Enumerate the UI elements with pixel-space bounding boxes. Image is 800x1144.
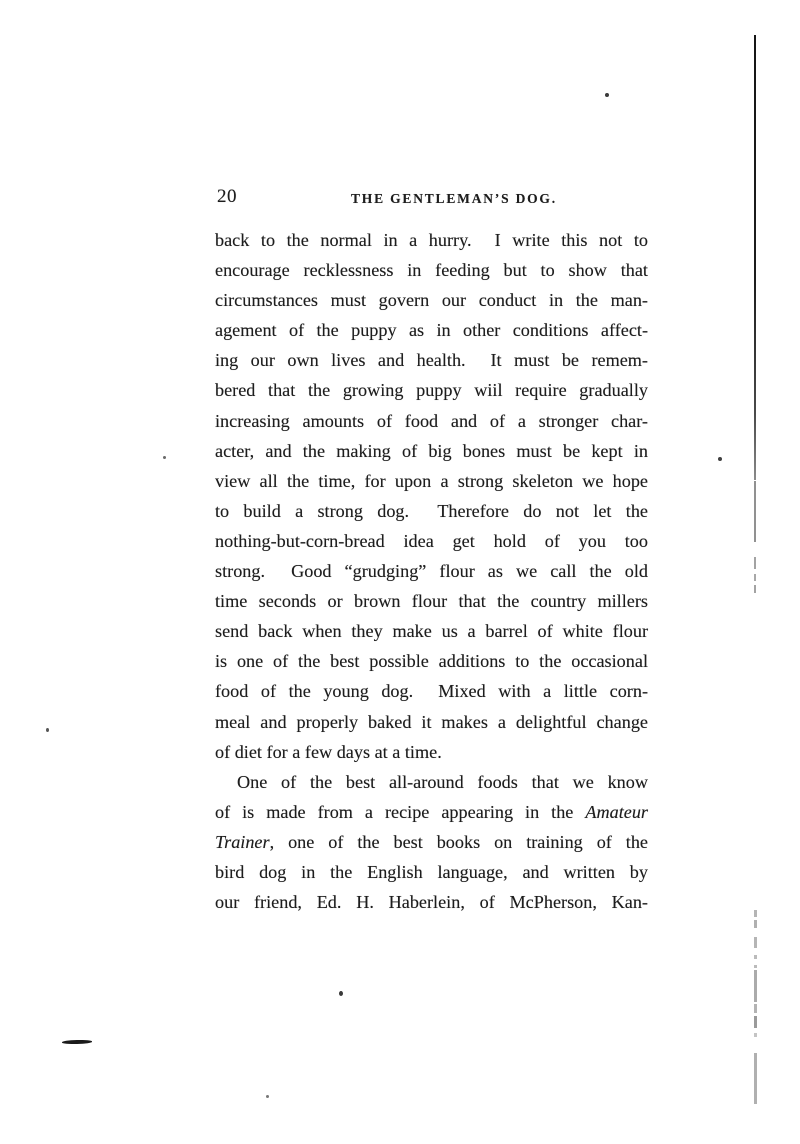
scan-speck [339, 991, 343, 996]
body-text: meal and properly baked it makes a delightful change [215, 711, 648, 732]
page-edge-line-dash [754, 970, 757, 1002]
page-edge-line-dash [754, 1004, 757, 1013]
text-line [215, 255, 648, 285]
body-text: bird dog in the English language, and written by [215, 861, 648, 882]
text-line [215, 646, 648, 676]
text-line [215, 857, 648, 887]
page-number: 20 [217, 186, 237, 207]
scan-speck [266, 1095, 269, 1098]
body-text: is one of the best possible additions to the occasional [215, 651, 648, 672]
page-edge-line-bottom [754, 1053, 757, 1104]
body-text: ing our own lives and health. It must be remem- [215, 350, 648, 371]
body-text: send back when they make us a barrel of white flour [215, 621, 648, 642]
scan-speck [163, 456, 166, 459]
scan-speck [718, 457, 722, 461]
text-line [215, 556, 648, 586]
body-text: nothing-but-corn-bread idea get hold of you too [215, 530, 648, 551]
text-line [215, 315, 648, 345]
text-line [215, 285, 648, 315]
text-line [215, 375, 648, 405]
page-edge-line-dash [754, 965, 757, 968]
body-text: back to the normal in a hurry. I write this not to [215, 230, 648, 250]
text-line [215, 827, 648, 857]
text-line [215, 436, 648, 466]
text-line [215, 345, 648, 375]
text-line [215, 406, 648, 436]
page-edge-line-mid [754, 481, 756, 542]
corner-dash-mark [62, 1040, 92, 1044]
page-edge-line-dash [754, 920, 757, 928]
page-edge-line-top [754, 35, 756, 480]
text-line [215, 526, 648, 556]
scan-speck [46, 728, 49, 732]
body-text: of diet for a few days at a time. [215, 741, 442, 762]
page-edge-line-dash [754, 1033, 757, 1037]
body-text: food of the young dog. Mixed with a little corn- [215, 681, 648, 702]
text-line [215, 737, 648, 767]
body-text: of is made from a recipe appearing in the [215, 801, 586, 822]
body-text: our friend, Ed. H. Haberlein, of McPherson, Kan- [215, 892, 648, 913]
text-line [215, 496, 648, 526]
body-text: One of the best all-around foods that we know [237, 771, 648, 792]
text-line [215, 616, 648, 646]
body-text: bered that the growing puppy wiil require gradually [215, 380, 648, 401]
page-edge-line-dash [754, 1016, 757, 1028]
page-edge-line-dash [754, 955, 757, 959]
text-line [215, 797, 648, 827]
body-text: acter, and the making of big bones must be kept in [215, 440, 648, 461]
italic-text: Trainer [215, 831, 270, 852]
body-text: encourage recklessness in feeding but to show that [215, 260, 648, 281]
body-text: increasing amounts of food and of a stronger char- [215, 410, 648, 431]
body-text: , one of the best books on training of the [269, 831, 648, 852]
body-text: agement of the puppy as in other conditions affect- [215, 320, 648, 341]
page-edge-line-dash [754, 585, 756, 593]
running-head-title: THE GENTLEMAN’S DOG. [351, 191, 557, 206]
body-text: strong. Good “grudging” flour as we call the old [215, 561, 648, 582]
text-line [215, 767, 648, 797]
page-edge-line-dash [754, 910, 757, 917]
text-block [215, 225, 648, 917]
body-text: circumstances must govern our conduct in the man- [215, 290, 648, 311]
text-line [215, 676, 648, 706]
text-line [215, 586, 648, 616]
page-edge-line-dash [754, 574, 756, 581]
italic-text: Amateur [585, 801, 648, 822]
body-text: view all the time, for upon a strong skeleton we hope [215, 470, 648, 491]
page-edge-line-dash [754, 557, 756, 569]
page-edge-line-dash [754, 937, 757, 948]
body-text: to build a strong dog. Therefore do not let the [215, 500, 648, 521]
text-line [215, 707, 648, 737]
text-line [215, 225, 648, 255]
scan-speck [605, 93, 609, 97]
body-text: time seconds or brown flour that the country millers [215, 591, 648, 612]
text-line [215, 466, 648, 496]
text-line [215, 887, 648, 917]
